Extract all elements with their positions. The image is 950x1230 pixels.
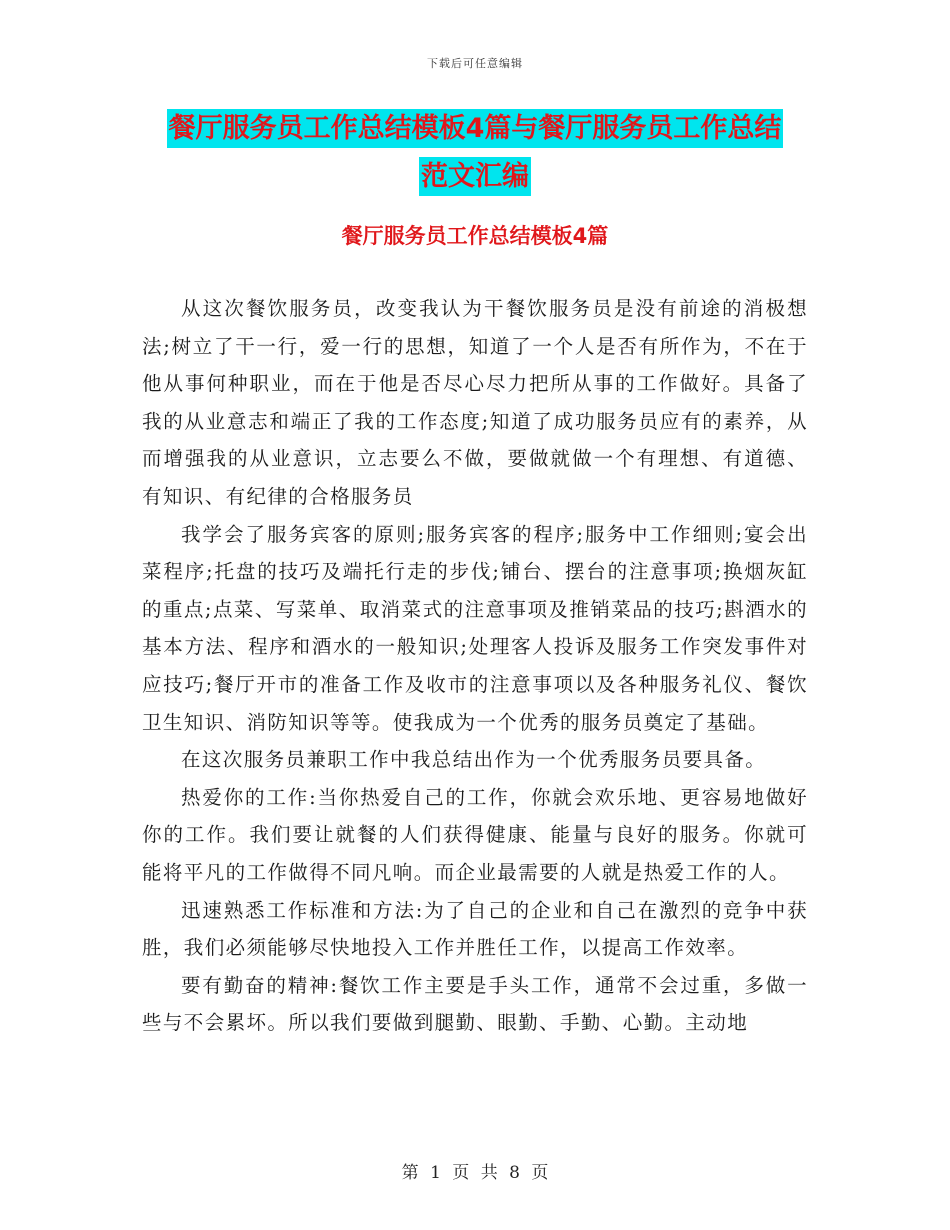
document-title-line-2: 范文汇编 (419, 157, 531, 196)
paragraph: 要有勤奋的精神:餐饮工作主要是手头工作，通常不会过重，多做一些与不会累坏。所以我们要做到腿勤、眼勤、手勤、心勤。主动地 (142, 973, 808, 1035)
document-title-line-1: 餐厅服务员工作总结模板4篇与餐厅服务员工作总结 (167, 109, 784, 148)
paragraph: 从这次餐饮服务员，改变我认为干餐饮服务员是没有前途的消极想法;树立了干一行，爱一行的思想，知道了一个人是否有所作为，不在于他从事何种职业，而在于他是否尽心尽力把所从事的工作做好。具备了我的从业意志和端正了我的工作态度;知道了成功服务员应有的素养，从而增强我的从业意识，立志要么不做，要做就做一个有理想、有道德、有知识、有纪律的合格服务员 (142, 297, 808, 508)
section-title: 餐厅服务员工作总结模板4篇 (341, 224, 609, 248)
page-footer: 第 1 页 共 8 页 (401, 1163, 549, 1183)
paragraph: 我学会了服务宾客的原则;服务宾客的程序;服务中工作细则;宴会出菜程序;托盘的技巧及端托行走的步伐;铺台、摆台的注意事项;换烟灰缸的重点;点菜、写菜单、取消菜式的注意事项及推销菜品的技巧;斟酒水的基本方法、程序和酒水的一般知识;处理客人投诉及服务工作突发事件对应技巧;餐厅开市的准备工作及收市的注意事项以及各种服务礼仪、餐饮卫生知识、消防知识等等。使我成为一个优秀的服务员奠定了基础。 (142, 522, 808, 734)
paragraph: 热爱你的工作:当你热爱自己的工作，你就会欢乐地、更容易地做好你的工作。我们要让就餐的人们获得健康、能量与良好的服务。你就可能将平凡的工作做得不同凡响。而企业最需要的人就是热爱工作的人。 (142, 785, 808, 884)
paragraph: 迅速熟悉工作标准和方法:为了自己的企业和自己在激烈的竞争中获胜，我们必须能够尽快地投入工作并胜任工作，以提高工作效率。 (142, 898, 808, 960)
header-note: 下载后可任意编辑 (427, 57, 523, 70)
document-title (140, 105, 810, 201)
paragraph: 在这次服务员兼职工作中我总结出作为一个优秀服务员要具备。 (181, 748, 767, 772)
body-text (142, 290, 808, 1042)
